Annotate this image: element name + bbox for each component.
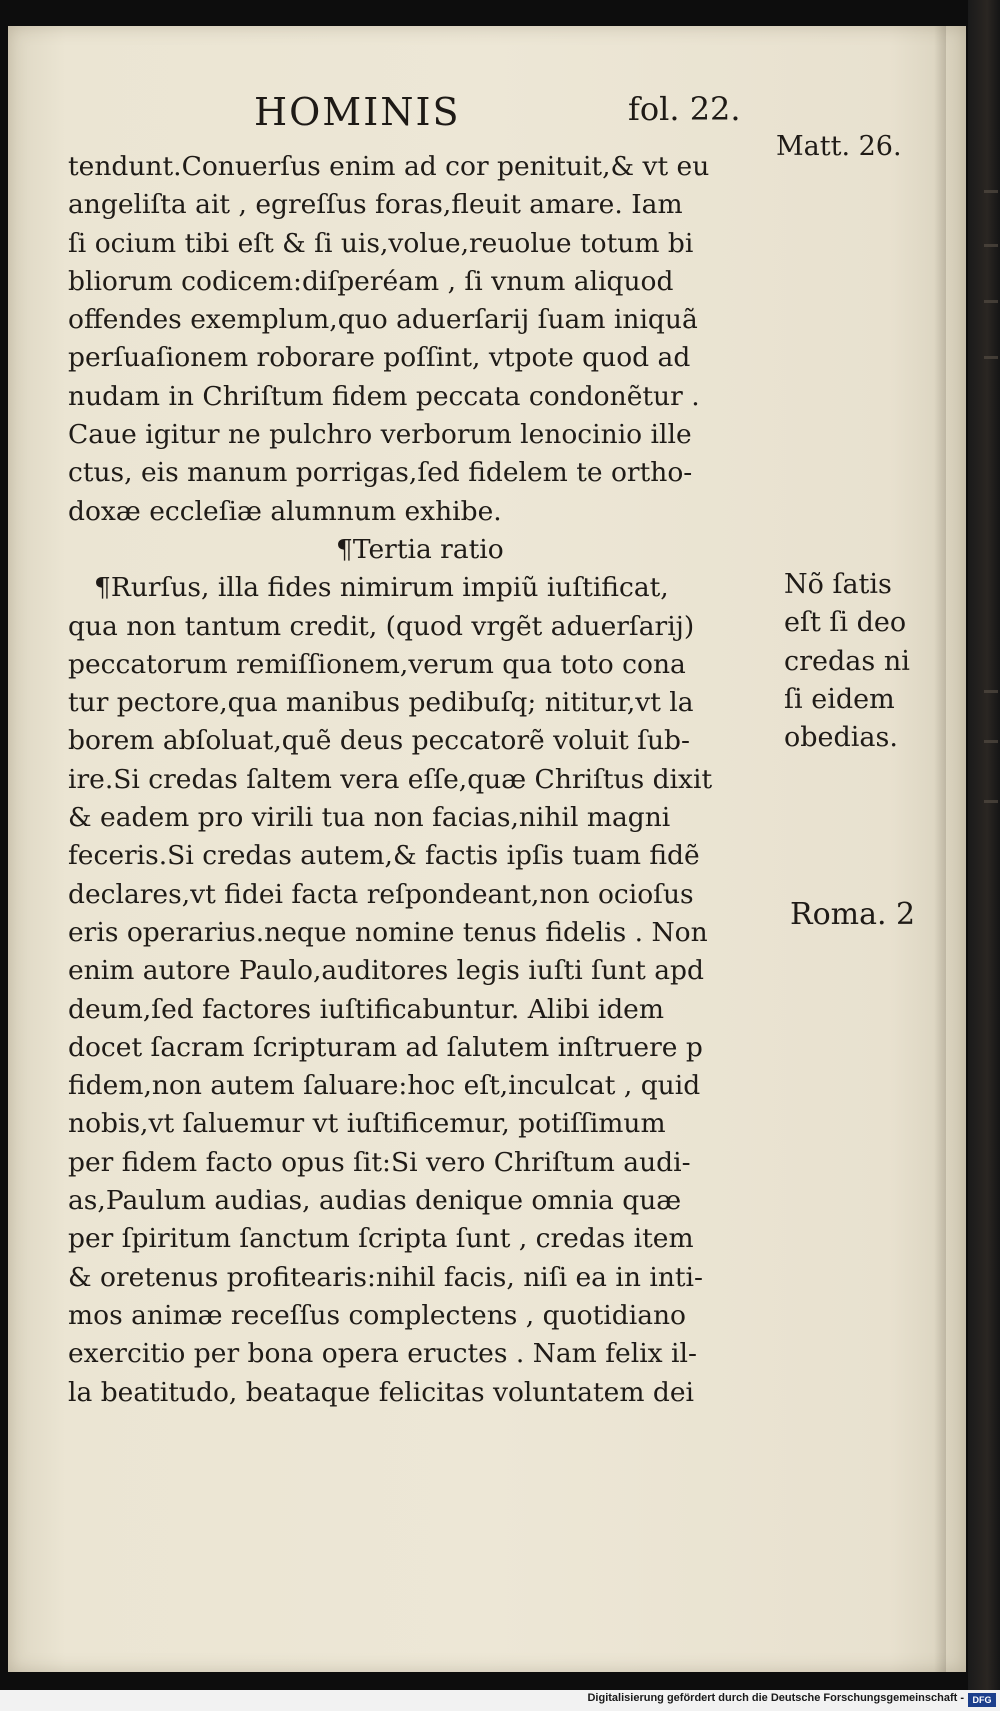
ghost-text-mark xyxy=(984,800,998,803)
text-line: peccatorum remiſſionem,verum qua toto cona xyxy=(68,648,686,680)
text-line: mos animæ receſſus complectens , quotidiano xyxy=(68,1299,687,1331)
marginal-note-faith xyxy=(784,566,910,757)
marginal-note-line: ſi eidem xyxy=(784,683,895,715)
marginal-note-matthew: Matt. 26. xyxy=(776,131,902,162)
text-line: ſi ocium tibi eſt & ſi uis,volue,reuolue totum bi xyxy=(68,227,694,259)
adjacent-page-edge xyxy=(968,0,1000,1690)
section-heading: ¶Tertia ratio xyxy=(336,533,504,565)
text-line: & oretenus profitearis:nihil facis, niſi ea in inti- xyxy=(68,1261,703,1293)
text-line: & eadem pro virili tua non facias,nihil magni xyxy=(68,802,671,834)
text-line: la beatitudo, beataque felicitas voluntatem dei xyxy=(68,1376,694,1408)
main-text-block xyxy=(68,148,768,1412)
text-line: tendunt.Conuerſus enim ad cor penituit,& vt eu xyxy=(68,151,710,182)
text-line: tur pectore,qua manibus pedibuſq; nititur,vt la xyxy=(68,687,694,719)
text-line: per ſpiritum ſanctum ſcripta ſunt , credas item xyxy=(68,1223,694,1255)
ghost-text-mark xyxy=(984,190,998,193)
ghost-text-mark xyxy=(984,356,998,359)
ghost-text-mark xyxy=(984,740,998,743)
text-line: angeliſta ait , egreſſus foras,fleuit amare. Iam xyxy=(68,189,683,221)
running-head: HOMINIS xyxy=(254,90,461,134)
text-line: ¶Rurſus, illa fides nimirum impiũ iuſtificat, xyxy=(94,572,669,604)
footer-credit: Digitalisierung gefördert durch die Deutsche Forschungsgemeinschaft - xyxy=(587,1692,964,1704)
digitization-footer xyxy=(0,1690,1000,1711)
text-line: as,Paulum audias, audias denique omnia quæ xyxy=(68,1185,682,1217)
text-line: nobis,vt ſaluemur vt iuſtificemur, potiſſimum xyxy=(68,1108,666,1140)
text-line: ctus, eis manum porrigas,ſed fidelem te ortho- xyxy=(68,457,693,489)
text-line: ire.Si credas ſaltem vera eſſe,quæ Chriſtus dixit xyxy=(68,763,713,795)
text-line: Caue igitur ne pulchro verborum lenocinio ille xyxy=(68,419,692,451)
text-line: enim autore Paulo,auditores legis iuſti ſunt apd xyxy=(68,955,704,987)
page-gutter-shadow xyxy=(934,26,946,1672)
marginal-note-line: Nõ ſatis xyxy=(784,569,892,600)
folio-number: fol. 22. xyxy=(628,90,741,128)
dfg-logo: DFG xyxy=(968,1693,996,1707)
text-line: fidem,non autem ſaluare:hoc eſt,inculcat , quid xyxy=(68,1070,701,1102)
text-line: deum,ſed factores iuſtificabuntur. Alibi idem xyxy=(68,993,664,1025)
marginal-note-line: obedias. xyxy=(784,722,898,754)
text-line: offendes exemplum,quo aduerſarij ſuam iniquã xyxy=(68,304,698,336)
ghost-text-mark xyxy=(984,300,998,303)
marginal-note-line: credas ni xyxy=(784,645,910,677)
marginal-note-romans: Roma. 2 xyxy=(790,897,916,932)
text-line: nudam in Chriſtum fidem peccata condonẽtur . xyxy=(68,380,700,412)
text-line: bliorum codicem:diſperéam , ſi vnum aliquod xyxy=(68,265,674,297)
text-line: docet ſacram ſcripturam ad ſalutem inſtruere p xyxy=(68,1031,703,1063)
text-line: borem abſoluat,quẽ deus peccatorẽ voluit ſub- xyxy=(68,725,690,757)
marginal-note-line: eſt ſi deo xyxy=(784,607,907,639)
text-line: exercitio per bona opera eructes . Nam felix il- xyxy=(68,1338,697,1370)
text-line: doxæ eccleſiæ alumnum exhibe. xyxy=(68,495,502,527)
ghost-text-mark xyxy=(984,244,998,247)
text-line: per fidem facto opus ſit:Si vero Chriſtum audi- xyxy=(68,1146,691,1178)
text-line: declares,vt fidei facta reſpondeant,non ocioſus xyxy=(68,878,694,910)
text-line: feceris.Si credas autem,& factis ipſis tuam fidẽ xyxy=(68,840,700,872)
ghost-text-mark xyxy=(984,690,998,693)
text-line: perſuaſionem roborare poſſint, vtpote quod ad xyxy=(68,342,691,374)
text-line: qua non tantum credit, (quod vrgẽt aduerſarij) xyxy=(68,610,695,642)
text-line: eris operarius.neque nomine tenus fidelis . Non xyxy=(68,916,708,948)
